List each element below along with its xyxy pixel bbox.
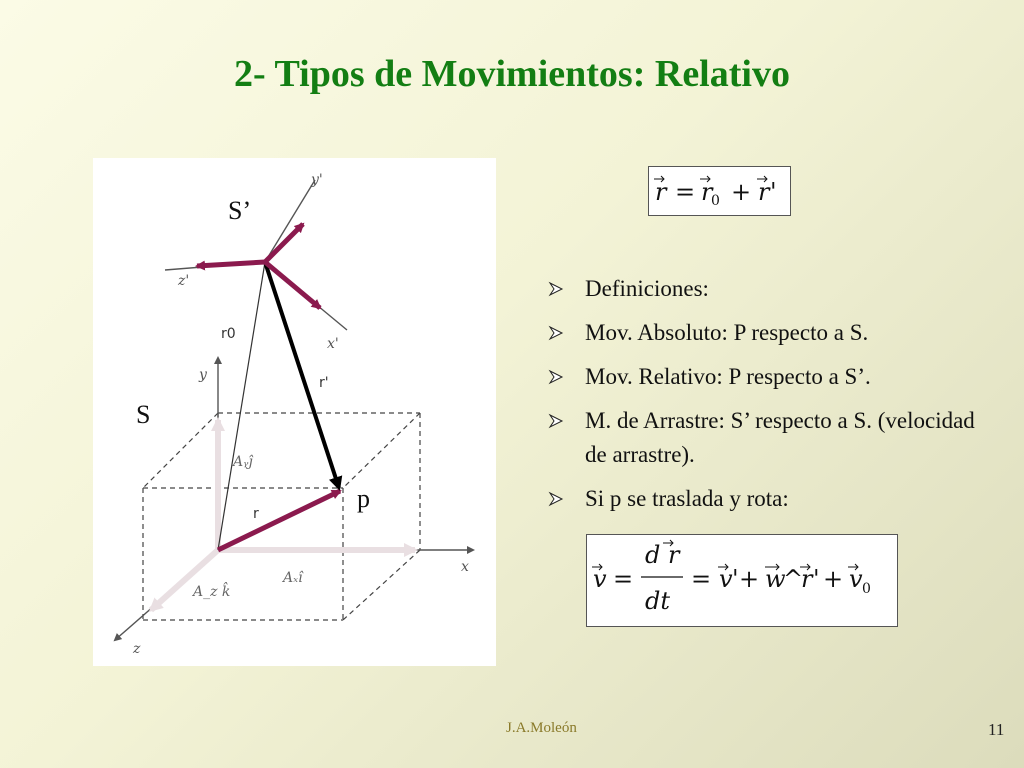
svg-text:v: v bbox=[593, 565, 607, 593]
svg-text:': ' bbox=[813, 565, 820, 593]
svg-text:+: + bbox=[731, 178, 752, 206]
svg-text:=: = bbox=[691, 565, 712, 593]
page-number: 11 bbox=[988, 720, 1005, 739]
svg-text:r: r bbox=[801, 565, 813, 593]
svg-text:0: 0 bbox=[711, 193, 720, 209]
axis-label-y: y bbox=[199, 367, 207, 383]
svg-text:r: r bbox=[758, 178, 770, 206]
svg-text:w: w bbox=[765, 565, 786, 593]
chevron-right-icon bbox=[548, 325, 564, 341]
position-formula bbox=[648, 166, 791, 216]
svg-text:+: + bbox=[823, 565, 844, 593]
svg-text:+: + bbox=[739, 565, 760, 593]
velocity-formula bbox=[586, 534, 898, 627]
frame-label-s: S bbox=[136, 400, 151, 429]
slide-title: 2- Tipos de Movimientos: Relativo bbox=[234, 53, 790, 95]
definitions-list bbox=[548, 272, 988, 526]
svg-text:': ' bbox=[770, 178, 777, 206]
chevron-right-icon bbox=[548, 491, 564, 507]
axis-label-x: x bbox=[461, 559, 469, 575]
r-vector bbox=[218, 491, 340, 550]
frame-label-s-prime: S’ bbox=[228, 196, 252, 225]
axis-label-z: z bbox=[133, 641, 141, 657]
chevron-right-icon bbox=[548, 281, 564, 297]
author-footer: J.A.Moleón bbox=[506, 720, 577, 736]
bullet-text: Si p se traslada y rota: bbox=[585, 486, 789, 511]
svg-text:=: = bbox=[675, 178, 696, 206]
component-label-y: Aᵧĵ bbox=[233, 454, 253, 470]
list-item bbox=[548, 316, 988, 350]
chevron-right-icon bbox=[548, 413, 564, 429]
dashed-box bbox=[143, 413, 420, 620]
bullet-text: Mov. Relativo: P respecto a S’. bbox=[585, 364, 871, 389]
moving-axes bbox=[165, 180, 347, 330]
axis-label-y-prime: y' bbox=[311, 172, 323, 188]
axis-label-z-prime: z' bbox=[178, 273, 190, 289]
point-label-p: p bbox=[357, 484, 370, 513]
axis-label-x-prime: x' bbox=[327, 336, 339, 352]
chevron-right-icon bbox=[548, 369, 564, 385]
svg-text:': ' bbox=[732, 565, 739, 593]
component-label-x: Aₓî bbox=[283, 570, 303, 586]
vector-label-r0: r0 bbox=[221, 326, 236, 342]
vector-label-r-prime: r' bbox=[319, 375, 329, 391]
svg-text:v: v bbox=[849, 565, 863, 593]
svg-text:dt: dt bbox=[645, 587, 671, 615]
svg-text:0: 0 bbox=[862, 581, 871, 597]
list-item bbox=[548, 360, 988, 394]
svg-text:r: r bbox=[701, 178, 713, 206]
svg-text:d r: d r bbox=[645, 541, 680, 569]
svg-text:^: ^ bbox=[783, 565, 804, 593]
svg-text:=: = bbox=[613, 565, 634, 593]
bullet-text: M. de Arrastre: S’ respecto a S. (velocidad de arrastre). bbox=[585, 408, 975, 467]
svg-text:r: r bbox=[655, 178, 667, 206]
reference-frames-diagram bbox=[93, 158, 496, 666]
bullet-text: Definiciones: bbox=[585, 276, 709, 301]
list-item bbox=[548, 272, 988, 306]
vector-label-r: r bbox=[253, 506, 259, 522]
list-item bbox=[548, 482, 988, 516]
list-item bbox=[548, 404, 988, 472]
component-label-z: A_z k̂ bbox=[193, 584, 231, 600]
bullet-text: Mov. Absoluto: P respecto a S. bbox=[585, 320, 869, 345]
svg-text:v: v bbox=[719, 565, 733, 593]
